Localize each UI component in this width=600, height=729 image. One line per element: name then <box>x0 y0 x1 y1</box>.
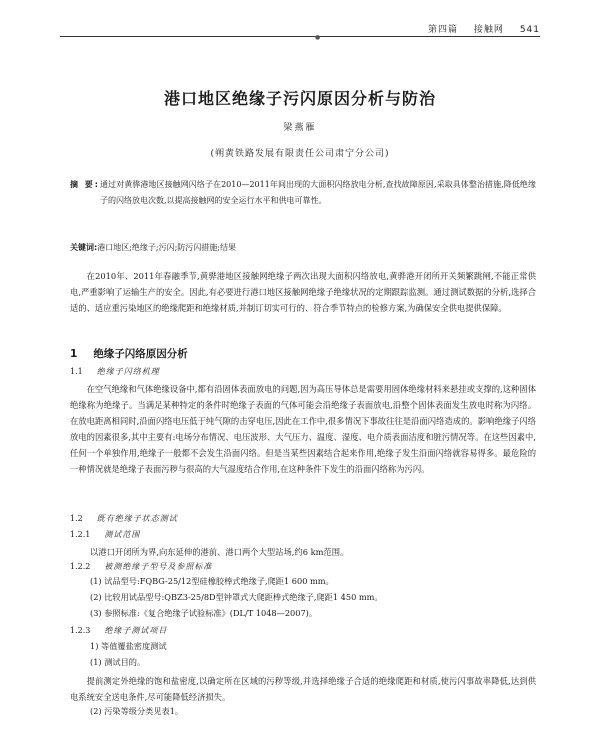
author: 梁燕雁 <box>283 123 317 133</box>
list-item: (3) 参照标准:《复合绝缘子试验标准》(DL/T 1048—2007)。 <box>90 608 318 618</box>
section-1-2-2-number: 1.2.2 <box>70 562 91 571</box>
header-rule: ● <box>60 36 540 37</box>
section-1-2-2-heading <box>70 561 212 572</box>
running-head <box>416 22 540 35</box>
section-1-2-3-number: 1.2.3 <box>70 626 91 635</box>
running-head-section: 接触网 <box>473 25 504 35</box>
section-1-2-1-title: 测试范围 <box>104 530 141 539</box>
list-item: (1) 测试目的。 <box>90 657 146 667</box>
section-1-number: 1 <box>70 348 78 360</box>
intro-paragraph: 在2010年、2011年春融季节,黄骅港地区接触网绝缘子两次出现大面积闪络放电,黄骅港开闭所开关频繁跳闸,不能正常供电,严重影响了运输生产的安全。因此,有必要进行港口地区接触网绝缘子绝缘状况的定期跟踪监测。通过测试数据的分析,选择合适的、适应重污染地区的绝缘爬距和绝缘材质,并制订切实可行的、符合季节特点的检修方案,为确保安全供电提供保障。 <box>70 271 536 313</box>
keywords <box>70 240 536 256</box>
paragraph-1-2-3: 提前测定外绝缘的饱和盐密度,以确定所在区域的污秽等级,并选择绝缘子合适的绝缘爬距和材质,使污闪事故率降低,达到供电系统安全送电条件,尽可能降低经济损失。 <box>70 676 536 702</box>
keywords-text: 港口地区;绝缘子;污闪;防污闪措施;结果 <box>97 243 236 252</box>
section-1-2-3-title: 绝缘子测试项目 <box>104 626 168 635</box>
section-1-heading <box>70 346 188 361</box>
running-head-chapter: 第四篇 <box>428 25 459 35</box>
keywords-label: 关键词: <box>70 243 98 252</box>
paper-title: 港口地区绝缘子污闪原因分析与防治 <box>163 89 436 108</box>
list-item: (2) 污染等级分类见表1。 <box>90 706 184 716</box>
abstract-text: 通过对黄骅港地区接触网闪络子在2010—2011年间出现的大面积闪络放电分析,查找故障原因,采取具体整治措施,降低绝缘子的闪络放电次数,以提高接触网的安全运行水平和供电可靠性。 <box>99 180 536 205</box>
list-item: 1) 等值覆盐密度测试 <box>90 641 167 651</box>
running-head-page: 541 <box>519 25 540 35</box>
section-1-2-1-number: 1.2.1 <box>70 530 91 539</box>
list-item: (1) 试品型号:FQBG-25/12型硅橡胶棒式绝缘子,爬距1 600 mm。 <box>90 576 334 586</box>
section-1-2-title: 既有绝缘子状态测试 <box>96 514 178 523</box>
abstract <box>70 177 536 209</box>
section-1-2-3-heading <box>70 625 167 636</box>
paragraph-1-2-1: 以港口开闭所为界,向东延伸的港前、港口两个大型站场,约6 km范围。 <box>90 547 349 557</box>
section-1-1-number: 1.1 <box>70 367 83 376</box>
paragraph-1-1: 在空气绝缘和气体绝缘设备中,都有沿固体表面放电的问题,因为高压导体总是需要用固体绝缘材料来悬挂或支撑的,这种固体绝缘称为绝缘子。当满足某种特定的条件时绝缘子表面的气体可能会沿绝缘子表面放电,沿整个固体表面发生放电时称为闪络。在放电距离相同时,沿面闪络电压低于纯气隙的击穿电压,因此在工作中,很多情况下事故往往是沿面闪络造成的。影响绝缘子闪络放电的因素很多,其中主要有:电场分布情况、电压波形、大气压力、温度、湿度、电介质表面洁度和脏污情况等。在这些因素中,任何一个单独作用,绝缘子一般都不会发生沿面闪络。但是当某些因素结合起来作用,绝缘子发生沿面闪络就容易得多。最危险的一种情况就是绝缘子表面污秽与很高的大气湿度结合作用,在这种条件下发生的沿面闪络称为污闪。 <box>70 384 536 474</box>
section-1-2-number: 1.2 <box>70 514 83 523</box>
section-1-2-2-title: 被测绝缘子型号及参照标准 <box>104 562 213 571</box>
section-1-title: 绝缘子闪络原因分析 <box>93 348 188 360</box>
abstract-label: 摘 要: <box>70 180 100 189</box>
section-1-2-heading <box>70 513 178 524</box>
list-item: (2) 比较用试品型号:QBZ3-25/8D型钟罩式大爬距棒式绝缘子,爬距1 450 mm。 <box>90 592 383 602</box>
section-1-2-1-heading <box>70 529 140 540</box>
section-1-1-heading <box>70 366 160 377</box>
section-1-1-title: 绝缘子闪络机理 <box>96 367 160 376</box>
affiliation: (朔黄铁路发展有限责任公司肃宁分公司) <box>210 149 390 159</box>
